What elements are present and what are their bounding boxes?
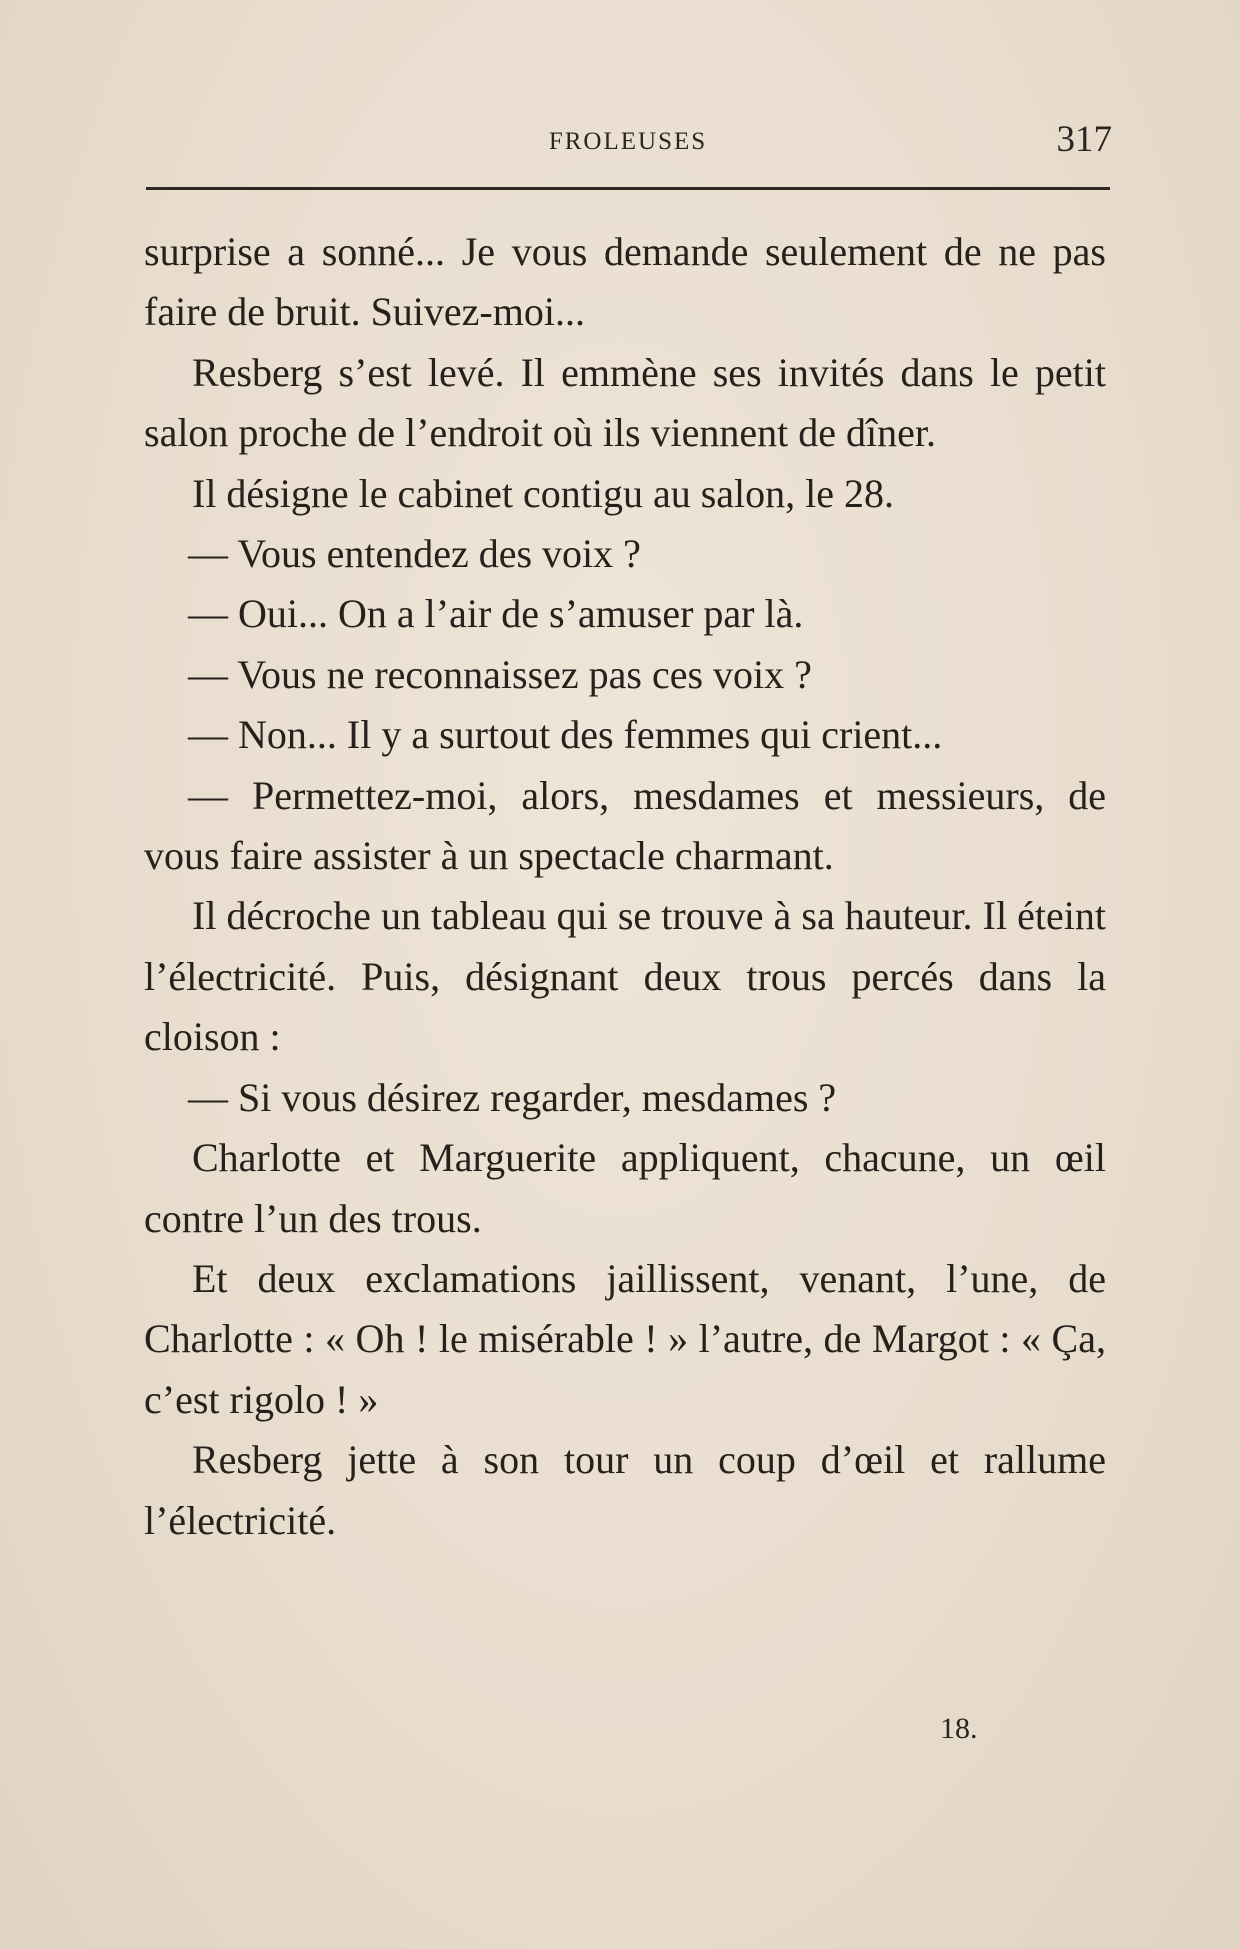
paragraph: Charlotte et Marguerite appliquent, chacune, un œil contre l’un des trous. bbox=[144, 1135, 1106, 1241]
page-number: 317 bbox=[1056, 119, 1112, 160]
paragraph: Il décroche un tableau qui se trouve à sa hauteur. Il éteint l’électricité. Puis, désignant deux trous percés dans la cloison : bbox=[144, 893, 1106, 1060]
dialogue-line: — Vous ne reconnaissez pas ces voix ? bbox=[188, 651, 812, 697]
header-rule bbox=[146, 187, 1110, 190]
paragraph: Resberg s’est levé. Il emmène ses invités dans le petit salon proche de l’endroit où ils viennent de dîner. bbox=[144, 349, 1106, 456]
page-header bbox=[144, 118, 1112, 164]
paragraph: Et deux exclamations jaillissent, venant, l’une, de Charlotte : « Oh ! le misérable ! » l’autre, de Margot : « Ça, c’est rigolo ! » bbox=[144, 1255, 1106, 1422]
paragraph: Resberg jette à son tour un coup d’œil et rallume l’électricité. bbox=[144, 1437, 1106, 1543]
dialogue-line: — Vous entendez des voix ? bbox=[188, 531, 641, 577]
body-text bbox=[144, 222, 1106, 1551]
dialogue-line: — Permettez-moi, alors, mesdames et messieurs, de vous faire assister à un spectacle charmant. bbox=[144, 772, 1106, 879]
paragraph-continuation: surprise a sonné... Je vous demande seulement de ne pas faire de bruit. Suivez-moi... bbox=[144, 229, 1106, 335]
dialogue-line: — Non... Il y a surtout des femmes qui crient... bbox=[188, 712, 943, 758]
paragraph: Il désigne le cabinet contigu au salon, le 28. bbox=[192, 470, 895, 516]
dialogue-line: — Oui... On a l’air de s’amuser par là. bbox=[188, 591, 804, 637]
dialogue-line: — Si vous désirez regarder, mesdames ? bbox=[188, 1074, 837, 1120]
signature-mark: 18. bbox=[940, 1712, 978, 1745]
running-head: FROLEUSES bbox=[548, 128, 708, 155]
